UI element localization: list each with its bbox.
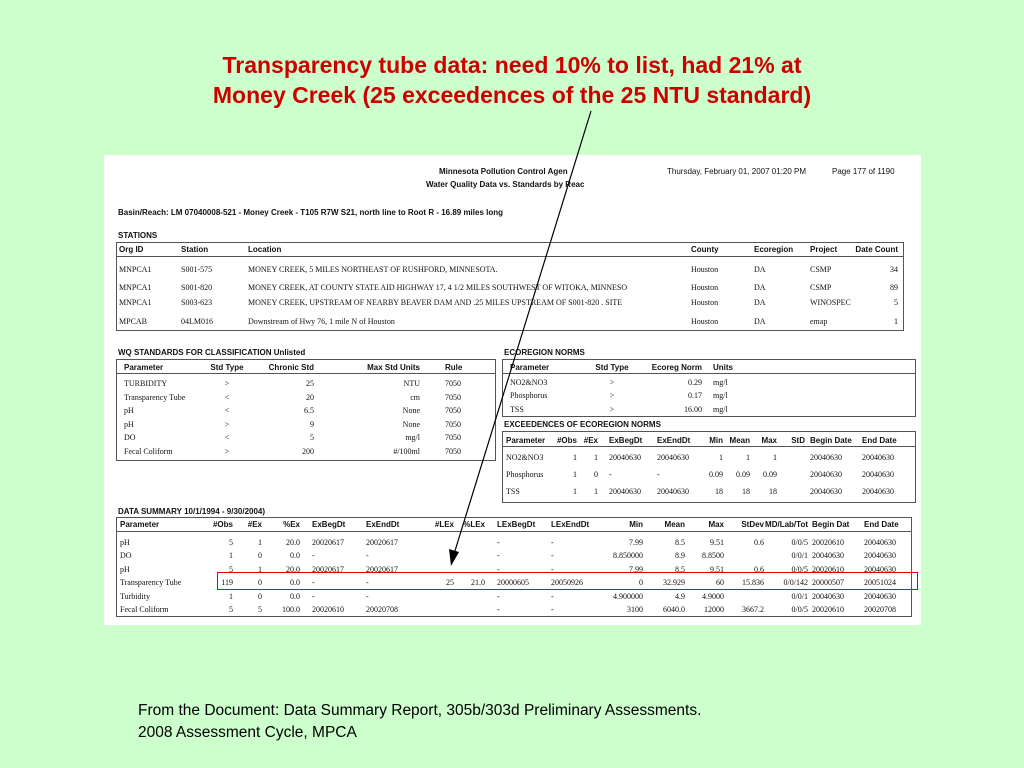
stations-cell: 34 [890, 265, 898, 274]
exceed-cell: 20040630 [810, 453, 842, 462]
summary-cell: - [312, 592, 315, 601]
exceed-cell: 1 [746, 453, 750, 462]
summary-cell: 0/0/1 [791, 592, 808, 601]
wq-cell: > [224, 447, 230, 456]
report-subtitle: Water Quality Data vs. Standards by Reac [426, 180, 585, 189]
summary-cell: 5 [258, 605, 262, 614]
exceed-cell: 18 [715, 487, 723, 496]
wq-header-cell: Chronic Std [268, 363, 314, 372]
summary-cell: 0/0/5 [791, 605, 808, 614]
stations-cell: CSMP [810, 265, 832, 274]
stations-header-cell: Org ID [119, 245, 144, 254]
summary-cell: 8.5 [675, 538, 685, 547]
wq-cell: 7050 [445, 379, 461, 388]
wq-header-cell: Rule [445, 363, 463, 372]
wq-cell: < [224, 406, 230, 415]
summary-header-cell: Begin Dat [812, 520, 850, 529]
summary-cell: 20020708 [864, 605, 896, 614]
summary-cell: 15.836 [742, 578, 764, 587]
exceed-cell: 1 [594, 487, 598, 496]
wq-cell: pH [124, 420, 134, 429]
exceed-header-cell: Mean [729, 436, 750, 445]
summary-cell: 20040630 [812, 592, 844, 601]
exceed-header-cell: ExBegDt [609, 436, 643, 445]
wq-header-cell: Std Type [210, 363, 244, 372]
wq-cell: mg/l [405, 433, 420, 442]
arrow-line [454, 111, 591, 554]
summary-cell: 0.0 [290, 551, 300, 560]
eco_norms-cell: 16.00 [684, 405, 702, 414]
exceed-header-cell: Parameter [506, 436, 546, 445]
stations-cell: Houston [691, 298, 719, 307]
exceed-cell: 18 [742, 487, 750, 496]
stations-cell: MONEY CREEK, AT COUNTY STATE AID HIGHWAY 17, 4 1/2 MILES SOUTHWEST OF WITOKA, MINNESO [248, 283, 628, 292]
stations-cell: 89 [890, 283, 898, 292]
summary-cell: 0 [258, 551, 262, 560]
summary-cell: 0.0 [290, 592, 300, 601]
summary-cell: 20040630 [864, 565, 896, 574]
summary-cell: Fecal Coliform [120, 605, 169, 614]
stations-cell: DA [754, 283, 766, 292]
summary-header-cell: #Obs [212, 520, 233, 529]
summary-cell: 20020617 [312, 538, 344, 547]
exceed-cell: Phosphorus [506, 470, 544, 479]
summary-cell: 20020708 [366, 605, 398, 614]
summary-cell: 1 [229, 592, 233, 601]
exceed-cell: 20040630 [609, 487, 641, 496]
wq-cell: 7050 [445, 406, 461, 415]
summary-cell: 1 [258, 565, 262, 574]
exceed-cell: 20040630 [862, 453, 894, 462]
exceed-cell: - [657, 470, 660, 479]
summary-header-cell: ExEndDt [366, 520, 400, 529]
wq-cell: 9 [310, 420, 314, 429]
summary-cell: 119 [221, 578, 233, 587]
wq-cell: 25 [306, 379, 314, 388]
stations-header-cell: County [691, 245, 719, 254]
summary-cell: 0 [258, 578, 262, 587]
eco_norms-header-cell: Parameter [510, 363, 550, 372]
summary-heading: DATA SUMMARY 10/1/1994 - 9/30/2004) [118, 507, 266, 516]
summary-cell: 20020610 [812, 538, 844, 547]
exceed-header-cell: Max [761, 436, 777, 445]
summary-header-cell: Min [629, 520, 643, 529]
exceed-cell: 20040630 [810, 470, 842, 479]
summary-cell: 20020617 [366, 565, 398, 574]
summary-cell: 4.900000 [613, 592, 643, 601]
wq-cell: > [224, 420, 230, 429]
summary-cell: - [497, 551, 500, 560]
stations-cell: 1 [894, 317, 898, 326]
stations-header-cell: Date Count [855, 245, 898, 254]
summary-cell: 5 [229, 538, 233, 547]
summary-cell: 9.51 [710, 538, 724, 547]
summary-cell: 20.0 [286, 565, 300, 574]
exceed-header-cell: Min [709, 436, 723, 445]
wq-cell: pH [124, 406, 134, 415]
title-line-2: Money Creek (25 exceedences of the 25 NTU standard) [212, 82, 812, 108]
summary-cell: - [551, 551, 554, 560]
summary-cell: 8.5 [675, 565, 685, 574]
stations-cell: MPCAB [119, 317, 148, 326]
summary-cell: 20000605 [497, 578, 529, 587]
summary-cell: 5 [229, 565, 233, 574]
stations-cell: CSMP [810, 283, 832, 292]
summary-cell: 60 [716, 578, 724, 587]
stations-cell: S001-575 [181, 265, 213, 274]
eco_norms-cell: 0.29 [688, 378, 702, 387]
report-agency: Minnesota Pollution Control Agen [439, 167, 568, 176]
summary-cell: 7.99 [629, 538, 643, 547]
wq-cell: 20 [306, 393, 314, 402]
wq-cell: 7050 [445, 420, 461, 429]
summary-cell: - [366, 551, 369, 560]
summary-cell: pH [120, 538, 130, 547]
eco_norms-cell: TSS [510, 405, 524, 414]
summary-cell: 6040.0 [663, 605, 685, 614]
report-page: Page 177 of 1190 [832, 167, 895, 176]
stations-cell: 5 [894, 298, 898, 307]
eco_norms-cell: NO2&NO3 [510, 378, 548, 387]
exceed-cell: 18 [769, 487, 777, 496]
summary-cell: DO [120, 551, 132, 560]
wq-heading: WQ STANDARDS FOR CLASSIFICATION Unlisted [118, 348, 306, 357]
summary-cell: 0/0/142 [783, 578, 808, 587]
stations-header-cell: Location [248, 245, 282, 254]
summary-cell: - [366, 592, 369, 601]
summary-header-cell: %LEx [463, 520, 485, 529]
eco_norms-cell: > [609, 391, 615, 400]
exceed-cell: NO2&NO3 [506, 453, 544, 462]
exceed-cell: - [609, 470, 612, 479]
summary-header-cell: StDev [741, 520, 764, 529]
summary-cell: - [497, 565, 500, 574]
stations-header-cell: Ecoregion [754, 245, 794, 254]
wq-cell: < [224, 393, 230, 402]
summary-cell: 5 [229, 605, 233, 614]
exceed-heading: EXCEEDENCES OF ECOREGION NORMS [504, 420, 661, 429]
summary-header-cell: #Ex [247, 520, 262, 529]
stations-cell: Houston [691, 283, 719, 292]
exceed-cell: 1 [573, 453, 577, 462]
summary-cell: 20020617 [366, 538, 398, 547]
exceed-header-cell: ExEndDt [657, 436, 691, 445]
stations-cell: WINOSPEC [810, 298, 851, 307]
summary-header-cell: LExBegDt [497, 520, 536, 529]
exceed-cell: TSS [506, 487, 520, 496]
summary-cell: 8.8500 [702, 551, 724, 560]
stations-cell: Downstream of Hwy 76, 1 mile N of Houston [248, 317, 395, 326]
exceed-header-cell: End Date [862, 436, 897, 445]
summary-cell: 20020617 [312, 565, 344, 574]
exceed-cell: 1 [773, 453, 777, 462]
summary-cell: - [366, 578, 369, 587]
eco_norms-cell: Phosphorus [510, 391, 548, 400]
summary-cell: 0.6 [754, 565, 764, 574]
stations-cell: MONEY CREEK, 5 MILES NORTHEAST OF RUSHFORD, MINNESOTA. [248, 265, 498, 274]
exceed-cell: 0 [594, 470, 598, 479]
wq-header-cell: Max Std Units [367, 363, 420, 372]
summary-cell: 4.9 [675, 592, 685, 601]
summary-cell: 20040630 [864, 538, 896, 547]
caption-line-1: From the Document: Data Summary Report, 305b/303d Preliminary Assessments. [138, 702, 702, 719]
eco_norms-cell: mg/l [713, 391, 728, 400]
eco_norms-header-cell: Ecoreg Norm [651, 363, 702, 372]
exceed-cell: 20040630 [609, 453, 641, 462]
summary-cell: - [312, 578, 315, 587]
summary-cell: 8.850000 [613, 551, 643, 560]
summary-cell: 0.6 [754, 538, 764, 547]
stations-header-cell: Project [810, 245, 838, 254]
eco_norms-header-cell: Units [713, 363, 733, 372]
title-line-1: Transparency tube data: need 10% to list, had 21% at [222, 52, 802, 78]
summary-cell: - [497, 592, 500, 601]
exceed-cell: 1 [573, 487, 577, 496]
eco_norms-cell: > [609, 405, 615, 414]
caption-line-2: 2008 Assessment Cycle, MPCA [138, 724, 357, 741]
stations-cell: MNPCA1 [119, 283, 152, 292]
wq-cell: cm [410, 393, 420, 402]
wq-cell: TURBIDITY [124, 379, 168, 388]
summary-cell: 0/0/1 [791, 551, 808, 560]
exceed-cell: 1 [573, 470, 577, 479]
summary-cell: 0 [639, 578, 643, 587]
exceed-cell: 0.09 [736, 470, 750, 479]
summary-header-cell: LExEndDt [551, 520, 590, 529]
summary-cell: 25 [446, 578, 454, 587]
summary-cell: - [497, 605, 500, 614]
summary-cell: 20000507 [812, 578, 844, 587]
exceed-header-cell: #Ex [583, 436, 598, 445]
summary-cell: 20020610 [812, 565, 844, 574]
summary-header-cell: #LEx [434, 520, 454, 529]
wq-cell: None [402, 420, 420, 429]
stations-cell: MNPCA1 [119, 265, 152, 274]
stations-cell: 04LM016 [181, 317, 213, 326]
exceed-cell: 20040630 [862, 487, 894, 496]
summary-cell: 0 [258, 592, 262, 601]
exceed-cell: 1 [719, 453, 723, 462]
wq-cell: DO [124, 433, 136, 442]
stations-cell: DA [754, 317, 766, 326]
summary-header-cell: Parameter [120, 520, 160, 529]
arrow-head [449, 549, 459, 566]
summary-cell: 0.0 [290, 578, 300, 587]
summary-cell: 20020610 [812, 605, 844, 614]
summary-cell: 4.9000 [702, 592, 724, 601]
summary-cell: 20.0 [286, 538, 300, 547]
summary-header-cell: %Ex [283, 520, 300, 529]
summary-cell: - [551, 538, 554, 547]
summary-cell: 100.0 [282, 605, 300, 614]
exceed-header-cell: StD [791, 436, 805, 445]
summary-cell: 0/0/5 [791, 565, 808, 574]
summary-cell: 3100 [627, 605, 643, 614]
stations-cell: MONEY CREEK, UPSTREAM OF NEARBY BEAVER DAM AND .25 MILES UPSTREAM OF S001-820 . SITE [248, 298, 623, 307]
wq-cell: 7050 [445, 447, 461, 456]
eco-heading: ECOREGION NORMS [504, 348, 585, 357]
summary-cell: - [551, 592, 554, 601]
summary-cell: - [551, 565, 554, 574]
stations-cell: S001-820 [181, 283, 213, 292]
summary-cell: 32.929 [663, 578, 685, 587]
summary-cell: 1 [229, 551, 233, 560]
summary-cell: 12000 [704, 605, 724, 614]
eco_norms-header-cell: Std Type [595, 363, 629, 372]
exceed-header-cell: Begin Date [810, 436, 852, 445]
stations-heading: STATIONS [118, 231, 158, 240]
eco_norms-cell: > [609, 378, 615, 387]
summary-header-cell: Max [708, 520, 724, 529]
wq-cell: > [224, 379, 230, 388]
report-datetime: Thursday, February 01, 2007 01:20 PM [667, 167, 807, 176]
summary-cell: - [551, 605, 554, 614]
summary-cell: - [312, 551, 315, 560]
wq-header-cell: Parameter [124, 363, 164, 372]
summary-cell: 0/0/5 [791, 538, 808, 547]
wq-cell: 200 [302, 447, 314, 456]
summary-header-cell: MD/Lab/Tot [765, 520, 808, 529]
exceed-cell: 0.09 [709, 470, 723, 479]
wq-cell: 7050 [445, 393, 461, 402]
exceed-cell: 20040630 [862, 470, 894, 479]
exceed-cell: 1 [594, 453, 598, 462]
source-caption [138, 700, 701, 744]
summary-cell: - [497, 538, 500, 547]
wq-cell: None [402, 406, 420, 415]
eco_norms-cell: 0.17 [688, 391, 702, 400]
stations-header-cell: Station [181, 245, 209, 254]
stations-cell: MNPCA1 [119, 298, 152, 307]
summary-cell: Turbidity [120, 592, 150, 601]
summary-cell: 20050926 [551, 578, 583, 587]
wq-cell: Transparency Tube [124, 393, 186, 402]
wq-cell: 6.5 [304, 406, 314, 415]
wq-cell: NTU [403, 379, 420, 388]
wq-cell: < [224, 433, 230, 442]
wq-cell: 5 [310, 433, 314, 442]
summary-cell: 20040630 [864, 551, 896, 560]
summary-cell: 7.99 [629, 565, 643, 574]
summary-cell: 3667.2 [742, 605, 764, 614]
summary-cell: 20040630 [864, 592, 896, 601]
wq-cell: 7050 [445, 433, 461, 442]
exceed-cell: 0.09 [763, 470, 777, 479]
summary-cell: 21.0 [471, 578, 485, 587]
eco_norms-cell: mg/l [713, 378, 728, 387]
summary-cell: 20051024 [864, 578, 896, 587]
summary-header-cell: End Date [864, 520, 899, 529]
summary-cell: pH [120, 565, 130, 574]
wq-cell: Fecal Coliform [124, 447, 173, 456]
stations-cell: DA [754, 298, 766, 307]
stations-cell: S003-623 [181, 298, 213, 307]
wq-cell: #/100ml [393, 447, 420, 456]
exceed-cell: 20040630 [810, 487, 842, 496]
stations-cell: emap [810, 317, 828, 326]
summary-cell: 8.9 [675, 551, 685, 560]
summary-cell: 1 [258, 538, 262, 547]
basin-reach: Basin/Reach: LM 07040008-521 - Money Creek - T105 R7W S21, north line to Root R - 16.89 miles long [118, 208, 504, 217]
exceed-cell: 20040630 [657, 487, 689, 496]
exceed-header-cell: #Obs [556, 436, 577, 445]
summary-cell: 20040630 [812, 551, 844, 560]
exceed-cell: 20040630 [657, 453, 689, 462]
eco_norms-cell: mg/l [713, 405, 728, 414]
summary-cell: Transparency Tube [120, 578, 182, 587]
summary-header-cell: ExBegDt [312, 520, 346, 529]
summary-cell: 20020610 [312, 605, 344, 614]
stations-cell: Houston [691, 317, 719, 326]
stations-cell: Houston [691, 265, 719, 274]
summary-cell: 9.51 [710, 565, 724, 574]
stations-cell: DA [754, 265, 766, 274]
summary-header-cell: Mean [664, 520, 685, 529]
